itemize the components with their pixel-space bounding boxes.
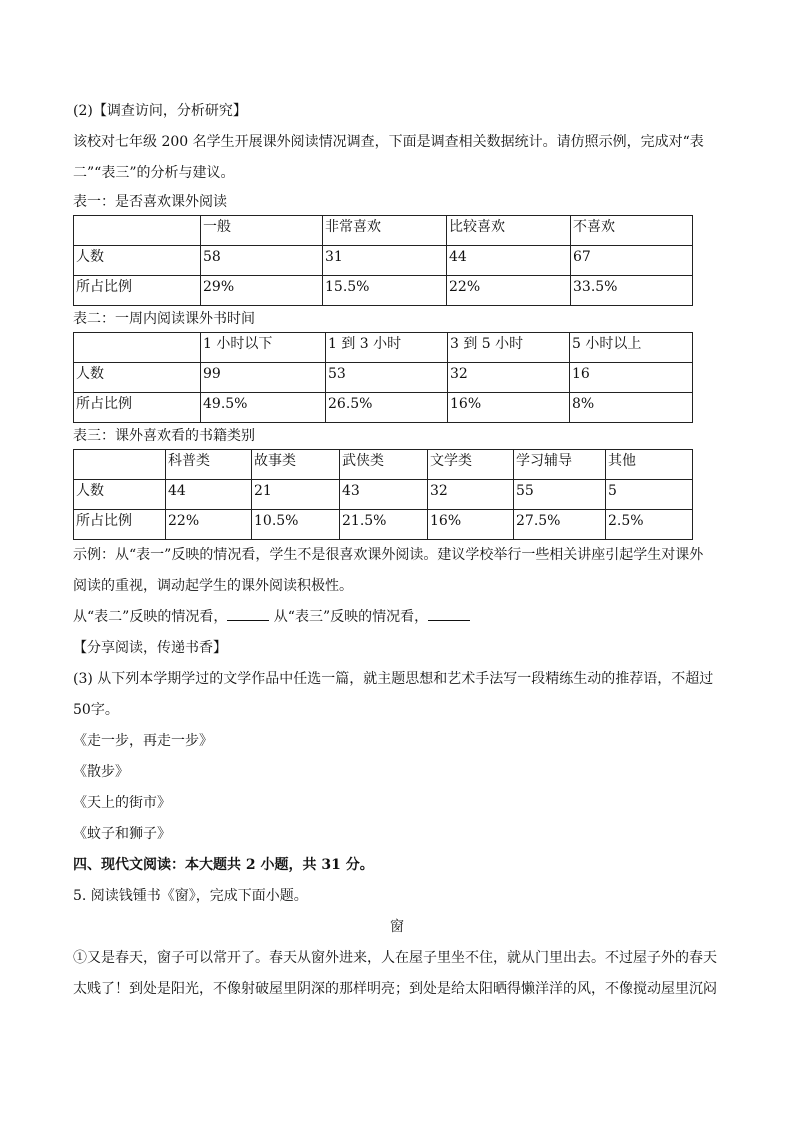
table-header-cell: 非常喜欢 [323, 216, 447, 246]
book-item: 《天上的街市》 [73, 795, 171, 811]
table-cell: 所占比例 [74, 393, 201, 423]
table-cell: 所占比例 [74, 276, 201, 306]
table2-caption: 表二：一周内阅读课外书时间 [73, 311, 255, 327]
table-cell: 8% [570, 393, 693, 423]
table-row [74, 276, 693, 306]
fill-part1: 从“表二”反映的情况看， [73, 609, 228, 625]
table-row [74, 363, 693, 393]
table-header-cell [74, 216, 201, 246]
table-header-cell: 比较喜欢 [447, 216, 571, 246]
table-header-cell [74, 333, 201, 363]
survey-intro-line2: 二”“表三”的分析与建议。 [73, 165, 235, 181]
table-cell: 33.5% [571, 276, 693, 306]
answer-blank-2[interactable] [428, 604, 470, 621]
table-cell: 22% [447, 276, 571, 306]
fill-part2: 从“表三”反映的情况看， [273, 609, 429, 625]
table-cell: 53 [326, 363, 448, 393]
table-cell: 16% [448, 393, 570, 423]
book-item: 《走一步，再走一步》 [73, 733, 213, 749]
book-item: 《散步》 [73, 764, 129, 780]
table-cell: 26.5% [326, 393, 448, 423]
essay-title: 窗 [390, 919, 404, 935]
table3 [73, 449, 693, 540]
table-header-cell: 1 到 3 小时 [326, 333, 448, 363]
survey-intro-line1: 该校对七年级 200 名学生开展课外阅读情况调查，下面是调查相关数据统计。请仿照示例，完成对“表 [73, 134, 704, 150]
table-row [74, 393, 693, 423]
table-cell: 10.5% [252, 510, 340, 540]
table-header-cell: 武侠类 [340, 450, 428, 480]
book-item: 《蚊子和狮子》 [73, 826, 171, 842]
table1 [73, 215, 693, 306]
table-header-cell: 一般 [201, 216, 323, 246]
example-line1: 示例：从“表一”反映的情况看，学生不是很喜欢课外阅读。建议学校举行一些相关讲座引起学生对课外 [73, 547, 704, 563]
fill-in-line [73, 602, 721, 633]
part4-heading: 四、现代文阅读：本大题共 2 小题，共 31 分。 [73, 857, 374, 873]
table-cell: 44 [447, 246, 571, 276]
table-cell: 16% [428, 510, 514, 540]
table-cell: 27.5% [514, 510, 606, 540]
table-header-cell [74, 450, 166, 480]
table-cell: 32 [428, 480, 514, 510]
section3-heading: 【分享阅读，传递书香】 [73, 640, 227, 656]
table-header-cell: 5 小时以上 [570, 333, 693, 363]
document-content [73, 96, 721, 1005]
table-header-cell: 其他 [606, 450, 693, 480]
table-cell: 43 [340, 480, 428, 510]
table3-caption: 表三：课外喜欢看的书籍类别 [73, 428, 255, 444]
table-cell: 5 [606, 480, 693, 510]
table-cell: 49.5% [201, 393, 326, 423]
table-cell: 15.5% [323, 276, 447, 306]
table-cell: 21 [252, 480, 340, 510]
table-cell: 人数 [74, 246, 201, 276]
table-cell: 31 [323, 246, 447, 276]
answer-blank-1[interactable] [227, 604, 269, 621]
table-header-row [74, 216, 693, 246]
essay-paragraph-line2: 太贱了！到处是阳光，不像射破屋里阴深的那样明亮；到处是给太阳晒得懒洋洋的风，不像搅动屋里沉闷 [73, 981, 717, 997]
section2-heading: (2)【调查访问，分析研究】 [73, 103, 247, 119]
table-cell: 99 [201, 363, 326, 393]
table-cell: 58 [201, 246, 323, 276]
table-header-cell: 3 到 5 小时 [448, 333, 570, 363]
table-header-cell: 故事类 [252, 450, 340, 480]
table-header-cell: 科普类 [166, 450, 252, 480]
table-cell: 32 [448, 363, 570, 393]
table-cell: 44 [166, 480, 252, 510]
table-row [74, 246, 693, 276]
essay-paragraph-line1: ①又是春天，窗子可以常开了。春天从窗外进来，人在屋子里坐不住，就从门里出去。不过屋子外的春天 [73, 950, 717, 966]
question3-line1: (3) 从下列本学期学过的文学作品中任选一篇，就主题思想和艺术手法写一段精练生动的推荐语，不超过 [73, 671, 714, 687]
table-cell: 21.5% [340, 510, 428, 540]
table-cell: 2.5% [606, 510, 693, 540]
table-cell: 人数 [74, 480, 166, 510]
table-header-row [74, 450, 693, 480]
table-cell: 22% [166, 510, 252, 540]
table-cell: 人数 [74, 363, 201, 393]
table-cell: 所占比例 [74, 510, 166, 540]
table-header-cell: 学习辅导 [514, 450, 606, 480]
table-header-cell: 1 小时以下 [201, 333, 326, 363]
table-header-cell: 文学类 [428, 450, 514, 480]
table-row [74, 510, 693, 540]
table-header-cell: 不喜欢 [571, 216, 693, 246]
table-cell: 16 [570, 363, 693, 393]
question3-line2: 50字。 [73, 702, 119, 718]
table-row [74, 480, 693, 510]
table1-caption: 表一：是否喜欢课外阅读 [73, 194, 227, 210]
table-header-row [74, 333, 693, 363]
table2 [73, 332, 693, 423]
example-line2: 阅读的重视，调动起学生的课外阅读积极性。 [73, 578, 353, 594]
table-cell: 67 [571, 246, 693, 276]
table-cell: 29% [201, 276, 323, 306]
question5-line: 5. 阅读钱锺书《窗》，完成下面小题。 [73, 888, 308, 904]
table-cell: 55 [514, 480, 606, 510]
